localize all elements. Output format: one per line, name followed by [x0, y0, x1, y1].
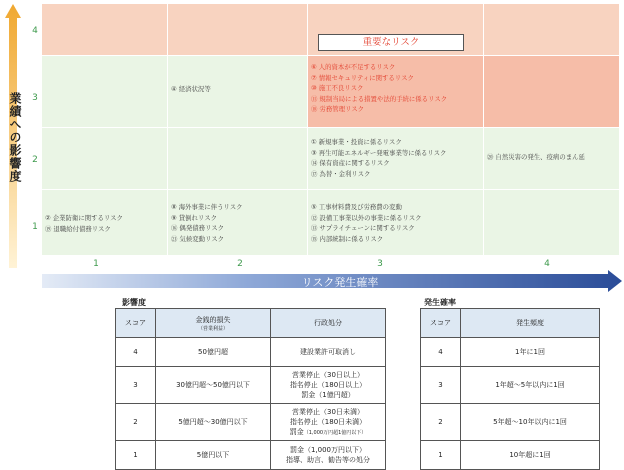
impact-header-score: スコア	[116, 309, 156, 338]
risk-item: ⑰ 為替・金利リスク	[311, 169, 371, 178]
probability-table-title: 発生確率	[424, 298, 456, 307]
y-tick-3: 3	[32, 93, 38, 103]
probability-freq: 1年超～5年以内に1回	[461, 367, 600, 404]
cell-r2-c4	[484, 128, 620, 190]
cell-r1-c3	[308, 190, 484, 256]
risk-item: ⑫ 設備工事業以外の事業に係るリスク	[311, 213, 422, 222]
risk-item: ⑤ 工事材料費及び労務費の変動	[311, 203, 402, 211]
probability-score: 1	[421, 441, 461, 470]
cell-r3-c2	[168, 56, 308, 128]
risk-item: ⑥ 人的資本が不足するリスク	[311, 63, 396, 71]
cell-r4-c2	[168, 4, 308, 56]
table-row	[116, 404, 386, 441]
risk-item: ⑭ 保有資産に関するリスク	[311, 159, 390, 168]
probability-freq: 1年に1回	[461, 338, 600, 367]
probability-score: 2	[421, 404, 461, 441]
risk-item: ③ 再生可能エネルギー発電事業等に係るリスク	[311, 148, 447, 157]
risk-item: ② 企業防衛に関するリスク	[45, 214, 123, 222]
cell-r4-c3	[308, 4, 484, 56]
cell-r3-c2-list	[171, 84, 307, 95]
probability-score: 4	[421, 338, 461, 367]
table-row	[116, 338, 386, 367]
risk-item: ⑦ 情報セキュリティに関するリスク	[311, 73, 414, 82]
cell-r3-c4	[484, 56, 620, 128]
risk-item: ⑲ 退職給付債務リスク	[45, 224, 111, 233]
risk-matrix	[42, 4, 620, 256]
table-row	[421, 441, 600, 470]
table-row	[116, 367, 386, 404]
risk-item: ㉑ 気候変動リスク	[171, 234, 225, 243]
impact-admin: 罰金（1,000万円以下） 指導、助言、勧告等の処分	[271, 441, 386, 470]
cell-r1-c1	[42, 190, 168, 256]
cell-r3-c3	[308, 56, 484, 128]
table-row	[421, 367, 600, 404]
table-row	[421, 404, 600, 441]
impact-table-title: 影響度	[122, 298, 146, 307]
table-row	[421, 338, 600, 367]
impact-admin: 建設業許可取消し	[271, 338, 386, 367]
probability-table	[420, 308, 600, 470]
risk-item: ⑬ サプライチェーンに関するリスク	[311, 224, 415, 233]
cell-r1-c1-list	[45, 213, 167, 234]
risk-item: ⑨ 貸倒れリスク	[171, 213, 217, 222]
risk-item: ⑮ 内部統制に係るリスク	[311, 234, 384, 243]
risk-item: ⑱ 労務管理リスク	[311, 105, 365, 114]
x-tick-1: 1	[93, 259, 99, 269]
cell-r1-c3-list	[311, 202, 483, 244]
cell-r2-c1	[42, 128, 168, 190]
x-axis-title: リスク発生確率	[301, 276, 379, 289]
impact-header-loss: 金銭的損失 （営業利益）	[156, 309, 271, 338]
cell-r2-c4-list	[487, 152, 619, 163]
probability-score: 3	[421, 367, 461, 404]
risk-item: ⑳ 自然災害の発生、疫病のまん延	[487, 153, 585, 161]
impact-admin: 営業停止（30日以上） 指名停止（180日以上） 罰金（1億円超）	[271, 367, 386, 404]
risk-item: ⑧ 海外事業に伴うリスク	[171, 203, 243, 211]
probability-freq: 5年超～10年以内に1回	[461, 404, 600, 441]
risk-item: ⑪ 規制当局による措置や法的手続に係るリスク	[311, 94, 448, 103]
impact-header-admin: 行政処分	[271, 309, 386, 338]
risk-item: ⑩ 施工不良リスク	[311, 84, 364, 93]
cell-r2-c3	[308, 128, 484, 190]
cell-r1-c2-list	[171, 202, 307, 244]
table-row	[116, 441, 386, 470]
cell-r4-c1	[42, 4, 168, 56]
probability-freq: 10年超に1回	[461, 441, 600, 470]
risk-item: ① 新規事業・投資に係るリスク	[311, 138, 402, 146]
cell-r3-c1	[42, 56, 168, 128]
y-tick-2: 2	[32, 155, 38, 165]
important-risk-label: 重要なリスク	[318, 34, 464, 51]
x-tick-3: 3	[377, 259, 383, 269]
risk-item: ④ 経済状況等	[171, 85, 211, 93]
x-tick-2: 2	[237, 259, 243, 269]
impact-table	[115, 308, 386, 470]
probability-header-score: スコア	[421, 309, 461, 338]
cell-r4-c4	[484, 4, 620, 56]
impact-score: 4	[116, 338, 156, 367]
cell-r2-c3-list	[311, 137, 483, 179]
impact-loss: 30億円超～50億円以下	[156, 367, 271, 404]
cell-r2-c2	[168, 128, 308, 190]
impact-score: 1	[116, 441, 156, 470]
risk-item: ⑯ 偶発債務リスク	[171, 224, 225, 233]
x-tick-4: 4	[544, 259, 550, 269]
probability-header-freq: 発生頻度	[461, 309, 600, 338]
impact-loss: 5億円超～30億円以下	[156, 404, 271, 441]
impact-header-loss-sub: （営業利益）	[197, 325, 228, 332]
impact-score: 2	[116, 404, 156, 441]
impact-loss: 50億円超	[156, 338, 271, 367]
impact-loss: 5億円以下	[156, 441, 271, 470]
cell-r1-c2	[168, 190, 308, 256]
cell-r3-c3-list	[311, 62, 483, 115]
cell-r1-c4	[484, 190, 620, 256]
y-tick-1: 1	[32, 222, 38, 232]
impact-admin: 営業停止（30日未満） 指名停止（180日未満） 罰金（1,000万円超1億円以下）	[271, 404, 386, 441]
impact-score: 3	[116, 367, 156, 404]
y-axis-title: 業績への影響度	[8, 92, 22, 183]
y-tick-4: 4	[32, 26, 38, 36]
